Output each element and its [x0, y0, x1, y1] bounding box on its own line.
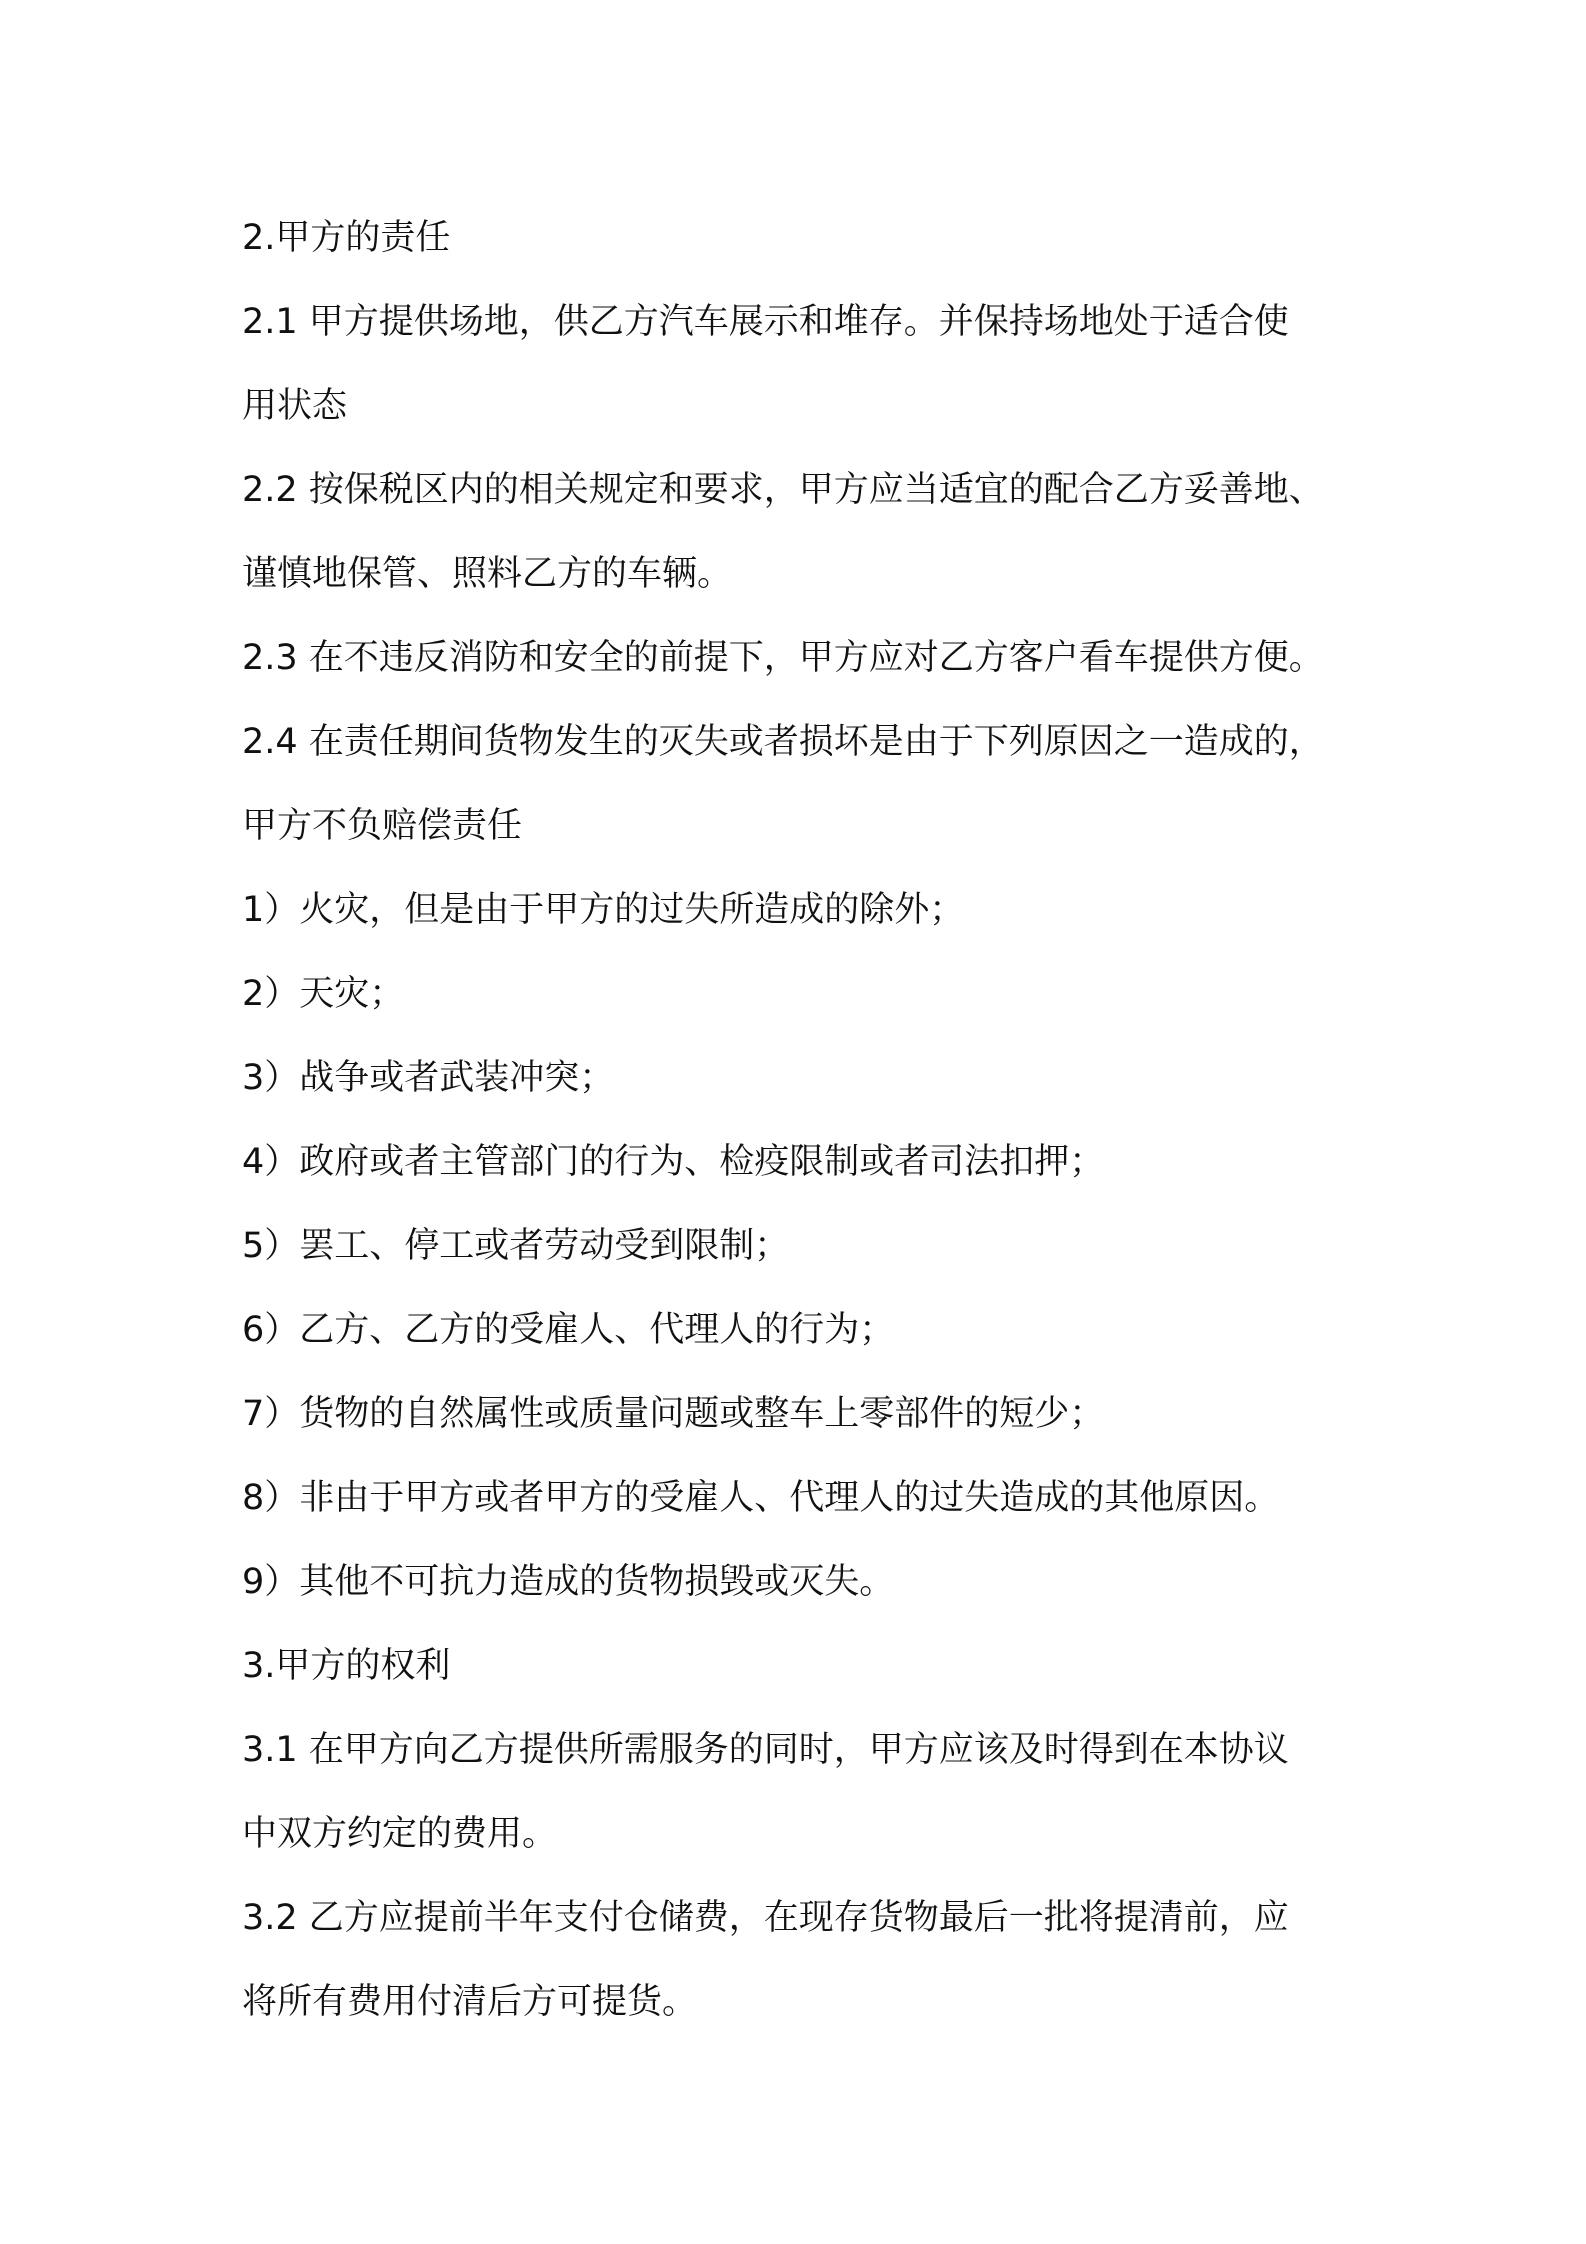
clause-3-2-line-2: 将所有费用付清后方可提货。 — [242, 1982, 698, 2022]
clause-3-2-line-1: 3.2 乙方应提前半年支付仓储费，在现存货物最后一批将提清前，应 — [242, 1898, 1289, 1938]
exemption-item-9: 9）其他不可抗力造成的货物损毁或灭失。 — [242, 1562, 895, 1602]
clause-2-1-line-1: 2.1 甲方提供场地，供乙方汽车展示和堆存。并保持场地处于适合使 — [242, 302, 1289, 342]
clause-2-1-line-2: 用状态 — [242, 386, 348, 426]
clause-2-4-line-1: 2.4 在责任期间货物发生的灭失或者损坏是由于下列原因之一造成的， — [242, 722, 1324, 762]
clause-2-3: 2.3 在不违反消防和安全的前提下，甲方应对乙方客户看车提供方便。 — [242, 638, 1324, 678]
clause-2-2-line-1: 2.2 按保税区内的相关规定和要求，甲方应当适宜的配合乙方妥善地、 — [242, 470, 1324, 510]
clause-2-4-line-2: 甲方不负赔偿责任 — [242, 806, 523, 846]
section-2-heading: 2.甲方的责任 — [242, 218, 451, 258]
clause-3-1-line-1: 3.1 在甲方向乙方提供所需服务的同时，甲方应该及时得到在本协议 — [242, 1730, 1289, 1770]
exemption-item-6: 6）乙方、乙方的受雇人、代理人的行为； — [242, 1310, 895, 1350]
exemption-item-4: 4）政府或者主管部门的行为、检疫限制或者司法扣押； — [242, 1142, 1105, 1182]
document-body — [242, 196, 1362, 2044]
exemption-item-2: 2）天灾； — [242, 974, 405, 1014]
clause-3-1-line-2: 中双方约定的费用。 — [242, 1814, 558, 1854]
exemption-item-5: 5）罢工、停工或者劳动受到限制； — [242, 1226, 790, 1266]
exemption-item-7: 7）货物的自然属性或质量问题或整车上零部件的短少； — [242, 1394, 1105, 1434]
exemption-item-3: 3）战争或者武装冲突； — [242, 1058, 615, 1098]
clause-2-2-line-2: 谨慎地保管、照料乙方的车辆。 — [242, 554, 733, 594]
exemption-item-8: 8）非由于甲方或者甲方的受雇人、代理人的过失造成的其他原因。 — [242, 1478, 1280, 1518]
section-3-heading: 3.甲方的权利 — [242, 1646, 451, 1686]
exemption-item-1: 1）火灾，但是由于甲方的过失所造成的除外； — [242, 890, 965, 930]
